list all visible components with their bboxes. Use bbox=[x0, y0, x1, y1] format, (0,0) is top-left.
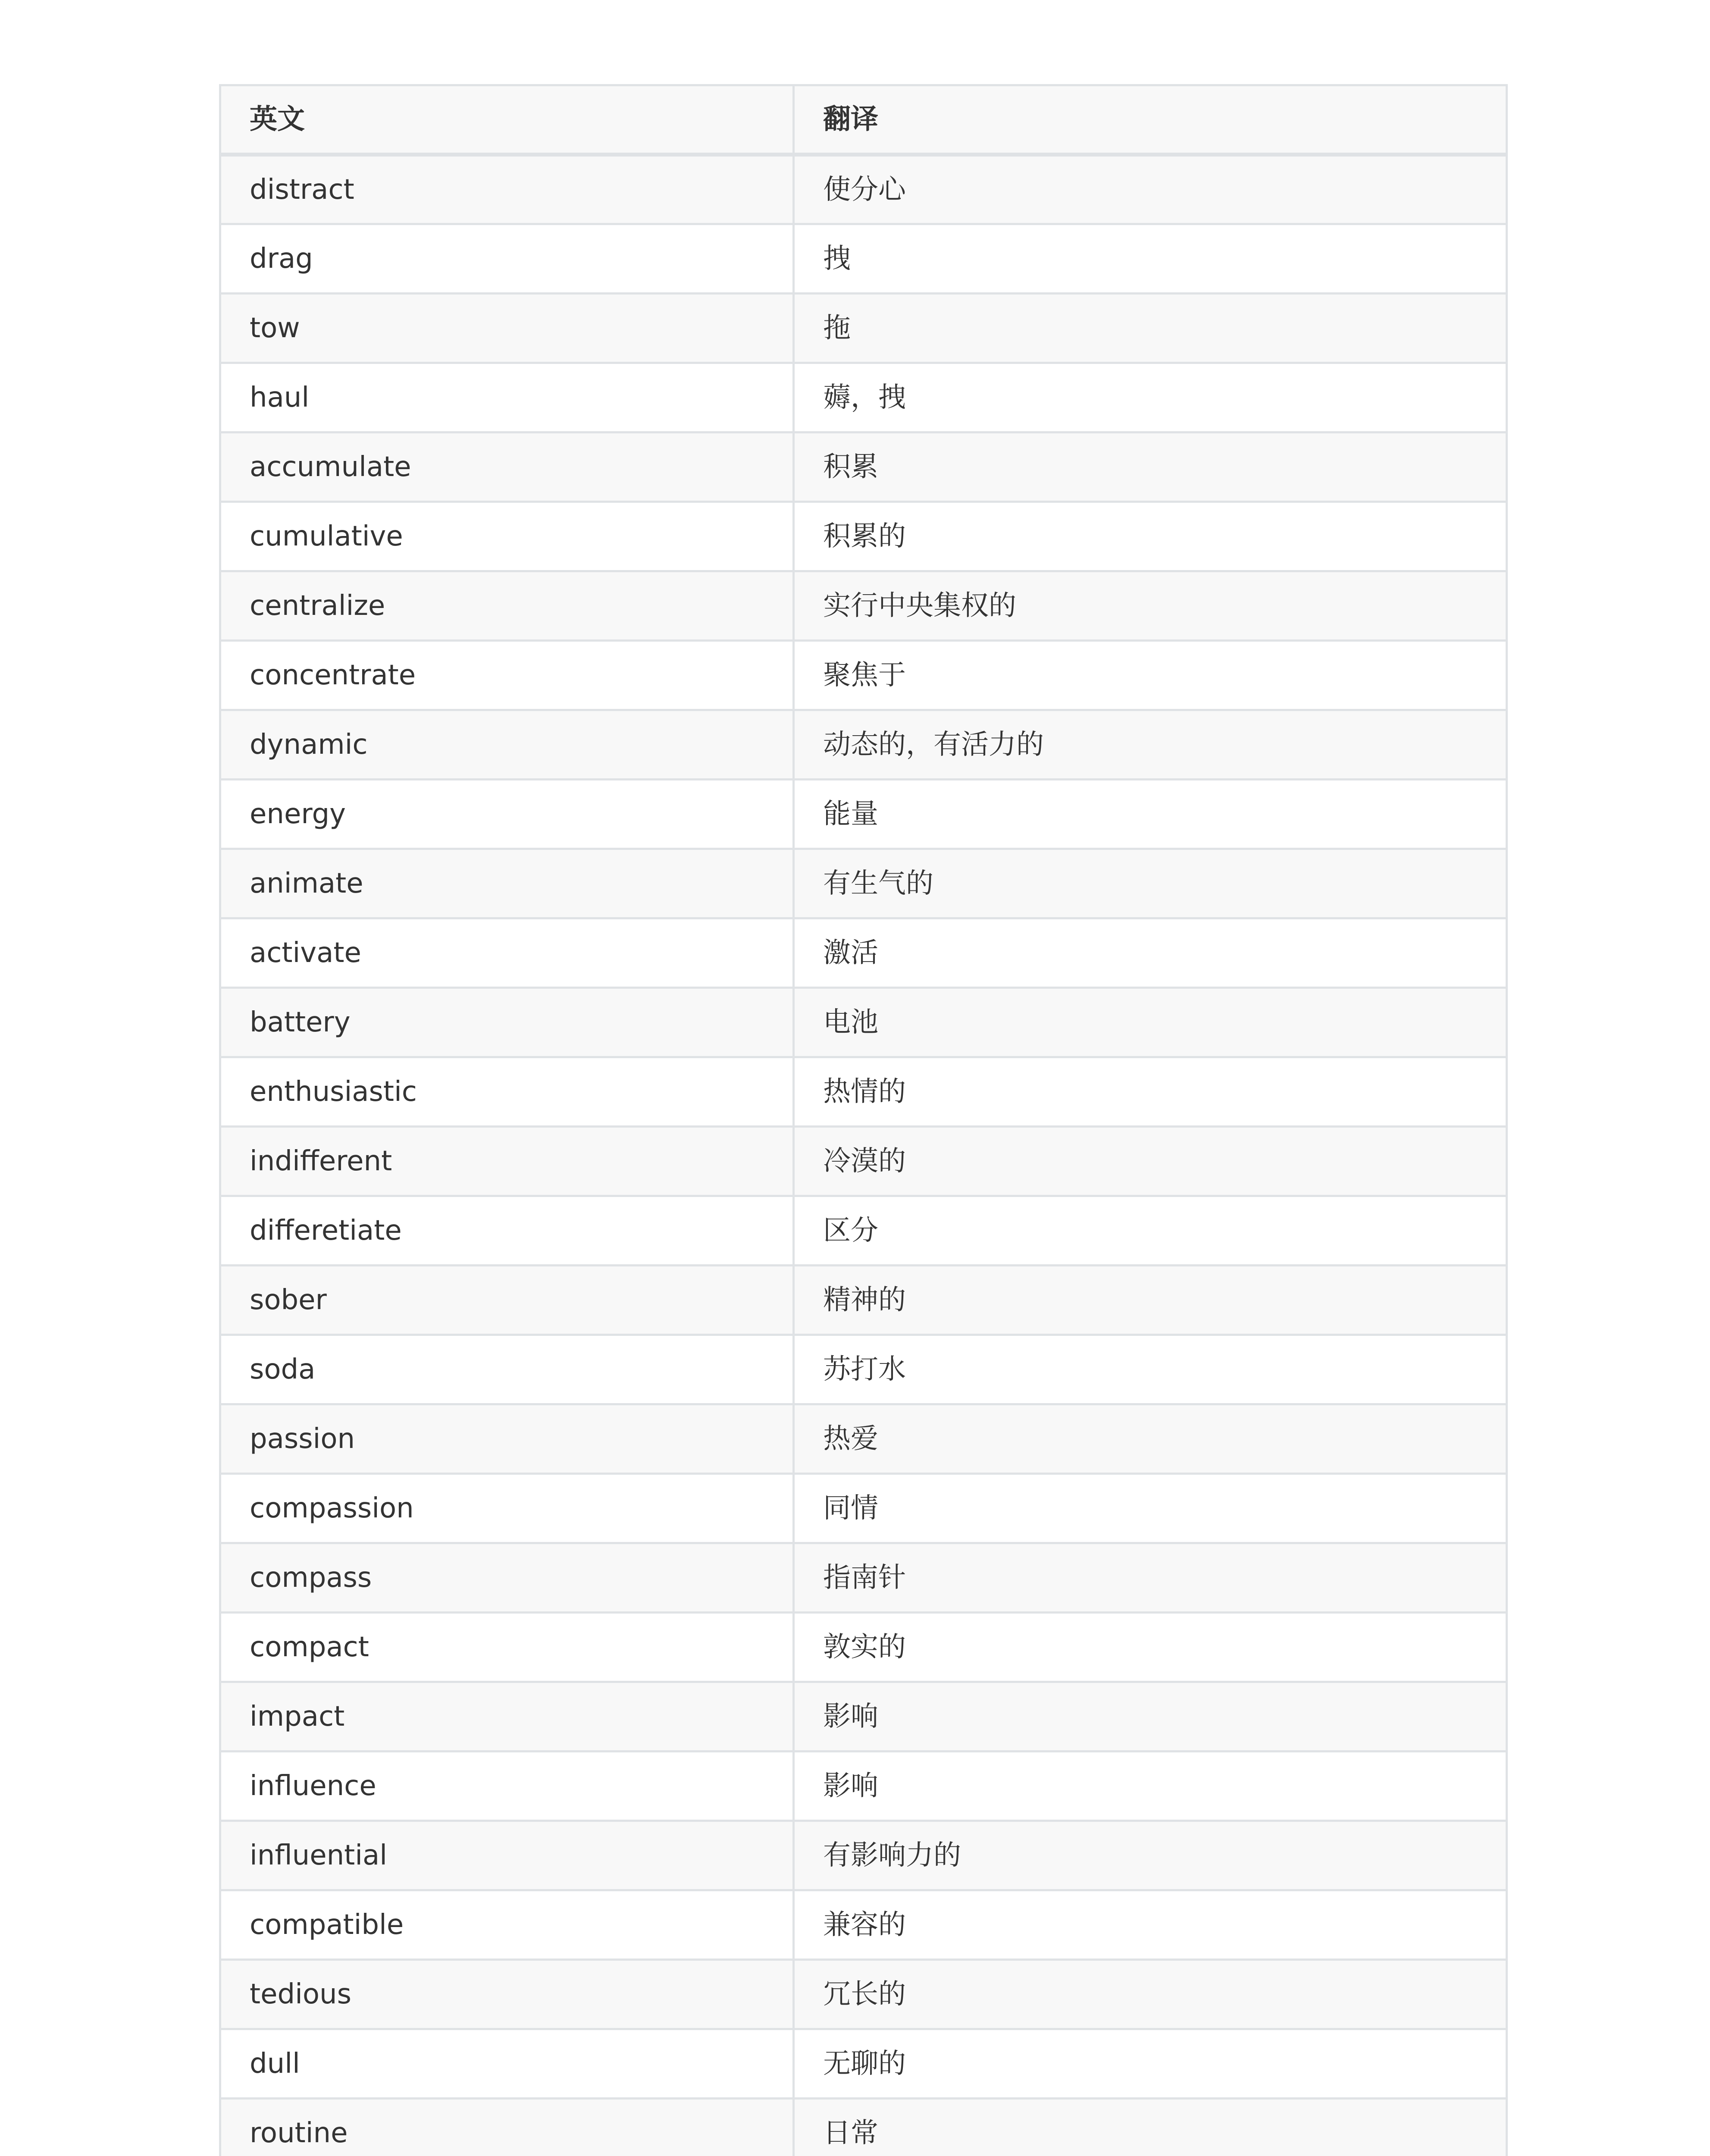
cell-english: compact bbox=[220, 1613, 794, 1682]
cell-translation: 指南针 bbox=[794, 1543, 1507, 1613]
cell-translation: 日常 bbox=[794, 2099, 1507, 2156]
cell-translation: 激活 bbox=[794, 918, 1507, 988]
cell-translation: 聚焦于 bbox=[794, 641, 1507, 710]
cell-english: drag bbox=[220, 224, 794, 294]
cell-translation: 兼容的 bbox=[794, 1890, 1507, 1960]
table-row bbox=[220, 780, 1507, 849]
table-row bbox=[220, 918, 1507, 988]
cell-english: tedious bbox=[220, 1960, 794, 2029]
table-row bbox=[220, 1821, 1507, 1890]
table-row bbox=[220, 710, 1507, 780]
cell-translation: 敦实的 bbox=[794, 1613, 1507, 1682]
table-row bbox=[220, 2029, 1507, 2099]
header-row bbox=[220, 85, 1507, 155]
cell-translation: 区分 bbox=[794, 1196, 1507, 1266]
cell-english: energy bbox=[220, 780, 794, 849]
cell-english: dull bbox=[220, 2029, 794, 2099]
table-row bbox=[220, 1682, 1507, 1752]
table-row bbox=[220, 1335, 1507, 1404]
header-english: 英文 bbox=[220, 85, 794, 155]
table-row bbox=[220, 1127, 1507, 1196]
cell-english: routine bbox=[220, 2099, 794, 2156]
cell-english: impact bbox=[220, 1682, 794, 1752]
table-row bbox=[220, 294, 1507, 363]
table-row bbox=[220, 641, 1507, 710]
cell-english: enthusiastic bbox=[220, 1057, 794, 1127]
table-row bbox=[220, 849, 1507, 918]
cell-english: differetiate bbox=[220, 1196, 794, 1266]
table-row bbox=[220, 1404, 1507, 1474]
cell-english: animate bbox=[220, 849, 794, 918]
cell-translation: 动态的，有活力的 bbox=[794, 710, 1507, 780]
cell-translation: 积累 bbox=[794, 432, 1507, 502]
cell-translation: 影响 bbox=[794, 1682, 1507, 1752]
table-row bbox=[220, 1196, 1507, 1266]
cell-translation: 热情的 bbox=[794, 1057, 1507, 1127]
cell-translation: 影响 bbox=[794, 1752, 1507, 1821]
cell-english: cumulative bbox=[220, 502, 794, 571]
table-row bbox=[220, 571, 1507, 641]
table-body bbox=[220, 155, 1507, 2156]
cell-translation: 冗长的 bbox=[794, 1960, 1507, 2029]
cell-english: activate bbox=[220, 918, 794, 988]
cell-translation: 积累的 bbox=[794, 502, 1507, 571]
table-row bbox=[220, 224, 1507, 294]
vocabulary-table bbox=[219, 84, 1508, 2156]
cell-translation: 同情 bbox=[794, 1474, 1507, 1543]
table-row bbox=[220, 155, 1507, 224]
table-header bbox=[220, 85, 1507, 155]
cell-translation: 实行中央集权的 bbox=[794, 571, 1507, 641]
cell-translation: 薅，拽 bbox=[794, 363, 1507, 432]
cell-translation: 冷漠的 bbox=[794, 1127, 1507, 1196]
table-row bbox=[220, 1057, 1507, 1127]
table-row bbox=[220, 1960, 1507, 2029]
cell-translation: 能量 bbox=[794, 780, 1507, 849]
cell-english: tow bbox=[220, 294, 794, 363]
cell-translation: 热爱 bbox=[794, 1404, 1507, 1474]
table-row bbox=[220, 1543, 1507, 1613]
cell-english: battery bbox=[220, 988, 794, 1057]
cell-english: haul bbox=[220, 363, 794, 432]
cell-translation: 精神的 bbox=[794, 1266, 1507, 1335]
cell-english: distract bbox=[220, 155, 794, 224]
table-row bbox=[220, 502, 1507, 571]
cell-english: soda bbox=[220, 1335, 794, 1404]
cell-english: accumulate bbox=[220, 432, 794, 502]
cell-english: centralize bbox=[220, 571, 794, 641]
table-row bbox=[220, 988, 1507, 1057]
cell-translation: 无聊的 bbox=[794, 2029, 1507, 2099]
cell-english: concentrate bbox=[220, 641, 794, 710]
table-row bbox=[220, 1613, 1507, 1682]
cell-english: passion bbox=[220, 1404, 794, 1474]
header-translation: 翻译 bbox=[794, 85, 1507, 155]
table-row bbox=[220, 1474, 1507, 1543]
table-row bbox=[220, 1266, 1507, 1335]
table-row bbox=[220, 1752, 1507, 1821]
cell-english: indifferent bbox=[220, 1127, 794, 1196]
cell-english: compass bbox=[220, 1543, 794, 1613]
table-row bbox=[220, 432, 1507, 502]
cell-english: compassion bbox=[220, 1474, 794, 1543]
cell-english: influence bbox=[220, 1752, 794, 1821]
cell-translation: 有影响力的 bbox=[794, 1821, 1507, 1890]
cell-english: dynamic bbox=[220, 710, 794, 780]
cell-translation: 拽 bbox=[794, 224, 1507, 294]
cell-english: sober bbox=[220, 1266, 794, 1335]
table-row bbox=[220, 1890, 1507, 1960]
table-row bbox=[220, 363, 1507, 432]
cell-translation: 电池 bbox=[794, 988, 1507, 1057]
cell-translation: 拖 bbox=[794, 294, 1507, 363]
cell-translation: 苏打水 bbox=[794, 1335, 1507, 1404]
cell-translation: 有生气的 bbox=[794, 849, 1507, 918]
cell-english: compatible bbox=[220, 1890, 794, 1960]
cell-translation: 使分心 bbox=[794, 155, 1507, 224]
table-row bbox=[220, 2099, 1507, 2156]
cell-english: influential bbox=[220, 1821, 794, 1890]
